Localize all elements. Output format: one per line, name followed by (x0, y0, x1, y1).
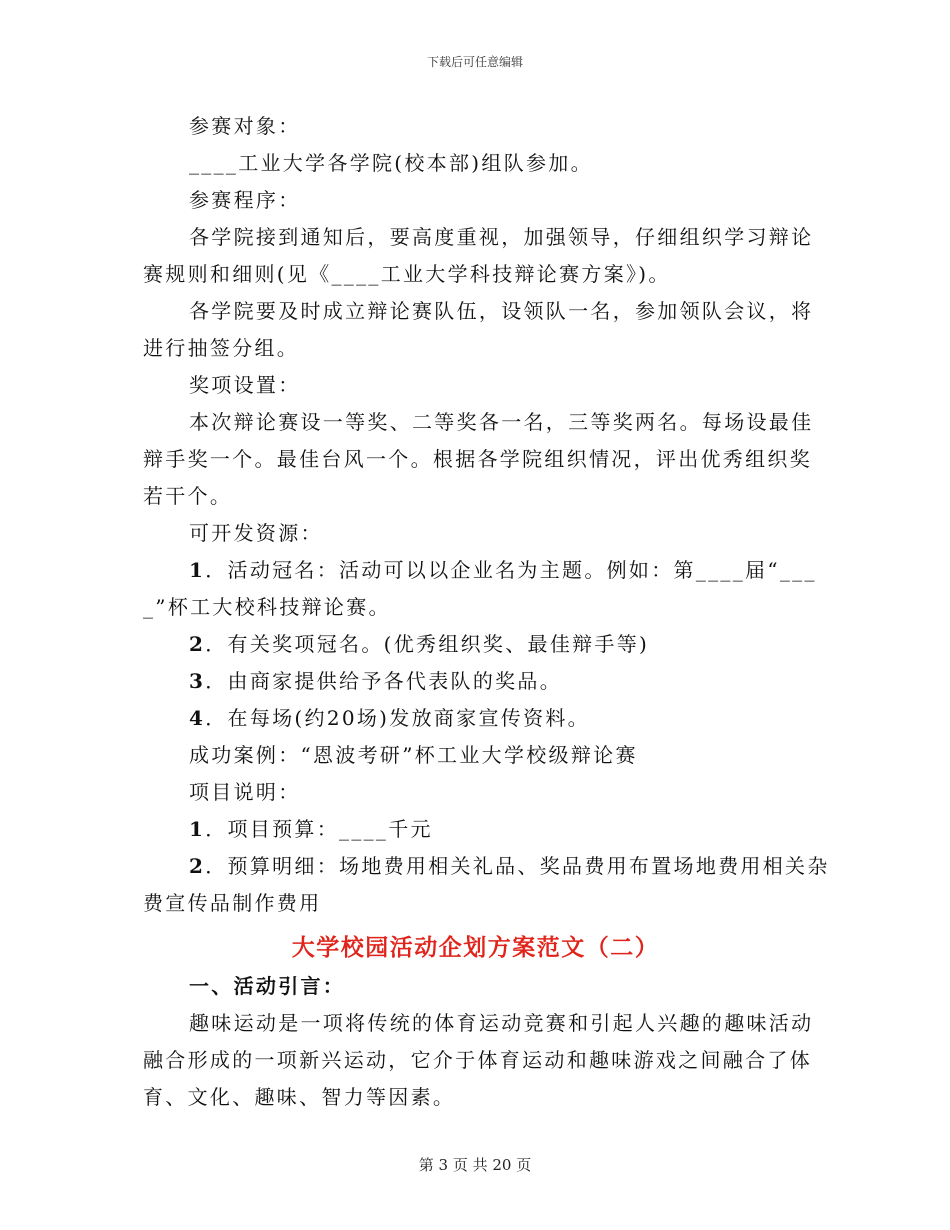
list-text: ．活动冠名：活动可以以企业名为主题。例如：第____届“___ (205, 558, 817, 582)
paragraph-line: 若干个。 (143, 484, 233, 508)
list-item (143, 626, 808, 663)
page-header: 下载后可任意编辑 (426, 55, 523, 69)
list-number: 4 (189, 706, 206, 730)
section-heading: 一、活动引言： (189, 974, 346, 998)
success-case: 成功案例：“恩波考研”杯工业大学校级辩论赛 (189, 743, 638, 767)
list-number: 1 (189, 817, 206, 841)
section-title: 大学校园活动企划方案范文（二） (291, 934, 660, 961)
list-text: ．在每场(约20场)发放商家宣传资料。 (205, 706, 590, 730)
paragraph-line: 各学院接到通知后，要高度重视，加强领导，仔细组织学习辩论 (189, 225, 814, 249)
list-item (143, 848, 830, 885)
paragraph-line: 可开发资源： (189, 521, 323, 545)
paragraph-line: 奖项设置： (189, 373, 301, 397)
paragraph-line: 融合形成的一项新兴运动，它介于体育运动和趣味游戏之间融合了体 (143, 1048, 812, 1072)
paragraph-line: ____工业大学各学院(校本部)组队参加。 (189, 151, 593, 175)
paragraph-line: 育、文化、趣味、智力等因素。 (143, 1085, 456, 1109)
list-text: ．项目预算：____千元 (205, 817, 433, 841)
list-item-continuation: _”杯工大校科技辩论赛。 (143, 595, 391, 619)
list-text: ．有关奖项冠名。(优秀组织奖、最佳辩手等) (205, 632, 650, 656)
list-item (143, 663, 808, 700)
page-footer: 第 3 页 共 20 页 (418, 1156, 532, 1174)
list-text: ．预算明细：场地费用相关礼品、奖品费用布置场地费用相关杂 (205, 854, 830, 878)
list-number: 2 (189, 854, 206, 878)
project-description-label: 项目说明： (189, 780, 301, 804)
list-item (143, 811, 808, 848)
list-number: 1 (189, 558, 206, 582)
list-number: 3 (189, 669, 206, 693)
document-body (143, 108, 830, 1116)
paragraph-line: 参赛程序： (189, 188, 301, 212)
paragraph-line: 赛规则和细则(见《____工业大学科技辩论赛方案》)。 (143, 262, 671, 286)
paragraph-line: 各学院要及时成立辩论赛队伍，设领队一名，参加领队会议，将 (189, 299, 814, 323)
list-number: 2 (189, 632, 206, 656)
list-item (143, 700, 808, 737)
paragraph-line: 参赛对象： (189, 114, 301, 138)
paragraph-line: 本次辩论赛设一等奖、二等奖各一名，三等奖两名。每场设最佳 (189, 410, 814, 434)
paragraph-line: 进行抽签分组。 (143, 336, 300, 360)
list-item (143, 552, 817, 589)
paragraph-line: 趣味运动是一项将传统的体育运动竞赛和引起人兴趣的趣味活动 (189, 1011, 814, 1035)
list-item-continuation: 费宣传品制作费用 (143, 891, 322, 915)
list-text: ．由商家提供给予各代表队的奖品。 (205, 669, 563, 693)
paragraph-line: 辩手奖一个。最佳台风一个。根据各学院组织情况，评出优秀组织奖 (143, 447, 812, 471)
